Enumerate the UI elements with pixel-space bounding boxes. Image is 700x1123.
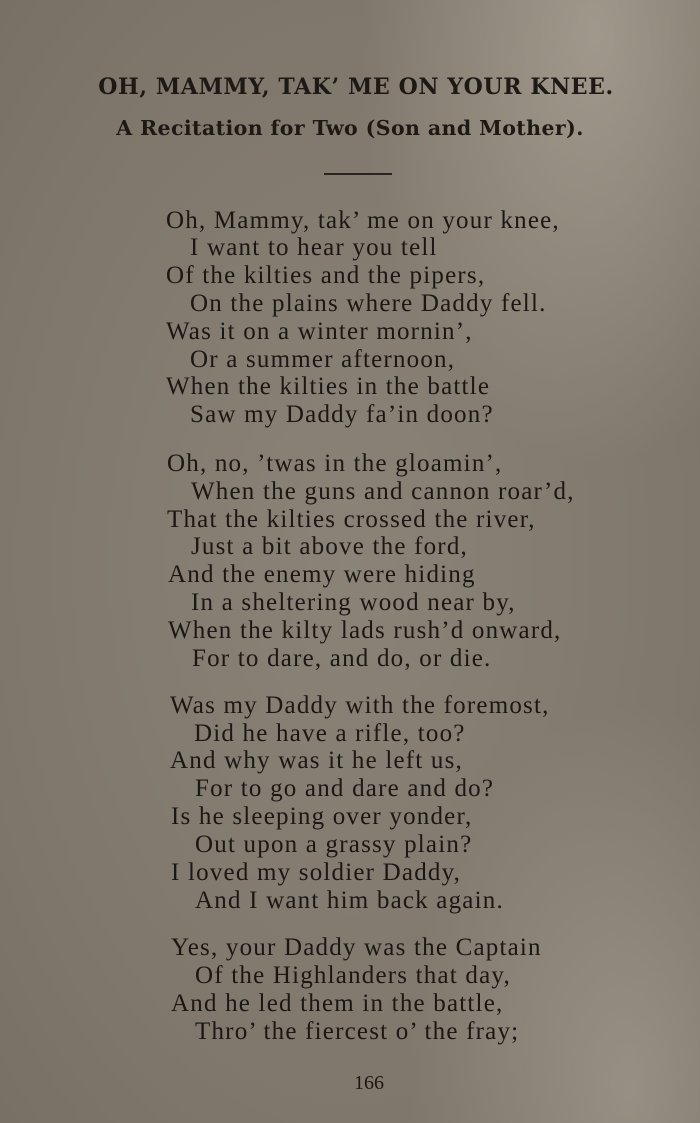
poem-line: Saw my Daddy fa’in doon? — [190, 401, 494, 428]
poem-line: I want to hear you tell — [190, 234, 438, 261]
poem-line: And he led them in the battle, — [171, 990, 504, 1017]
poem-line: Thro’ the fiercest o’ the fray; — [195, 1018, 520, 1045]
page-subtitle: A Recitation for Two (Son and Mother). — [116, 116, 584, 140]
poem-line: Oh, no, ’twas in the gloamin’, — [167, 450, 503, 477]
poem-line: When the kilty lads rush’d onward, — [168, 617, 562, 644]
poem-line: And why was it he left us, — [170, 747, 463, 774]
poem-line: For to go and dare and do? — [195, 775, 495, 802]
poem-line: For to dare, and do, or die. — [192, 645, 492, 672]
poem-line: Is he sleeping over yonder, — [171, 803, 473, 830]
poem-line: Was my Daddy with the foremost, — [170, 692, 550, 719]
poem-line: Of the Highlanders that day, — [195, 962, 511, 989]
poem-line: Did he have a rifle, too? — [194, 720, 466, 747]
poem-line: When the guns and cannon roar’d, — [191, 478, 575, 505]
poem-line: And I want him back again. — [195, 887, 504, 914]
poem-line: Oh, Mammy, tak’ me on your knee, — [166, 207, 560, 234]
poem-line: Or a summer afternoon, — [190, 346, 456, 373]
page-title: OH, MAMMY, TAK’ ME ON YOUR KNEE. — [98, 74, 614, 100]
poem-line: In a sheltering wood near by, — [191, 589, 516, 616]
poem-line: Yes, your Daddy was the Captain — [171, 934, 542, 961]
poem-line: And the enemy were hiding — [168, 561, 476, 588]
poem-line: That the kilties crossed the river, — [167, 506, 536, 533]
poem-line: Just a bit above the ford, — [191, 533, 468, 560]
poem-line: When the kilties in the battle — [166, 373, 491, 400]
poem-line: Of the kilties and the pipers, — [166, 262, 486, 289]
page-number: 166 — [354, 1072, 384, 1094]
poem-line: On the plains where Daddy fell. — [190, 290, 547, 317]
poem-line: Was it on a winter mornin’, — [166, 318, 473, 345]
poem-line: I loved my soldier Daddy, — [171, 859, 462, 886]
poem-line: Out upon a grassy plain? — [195, 831, 473, 858]
